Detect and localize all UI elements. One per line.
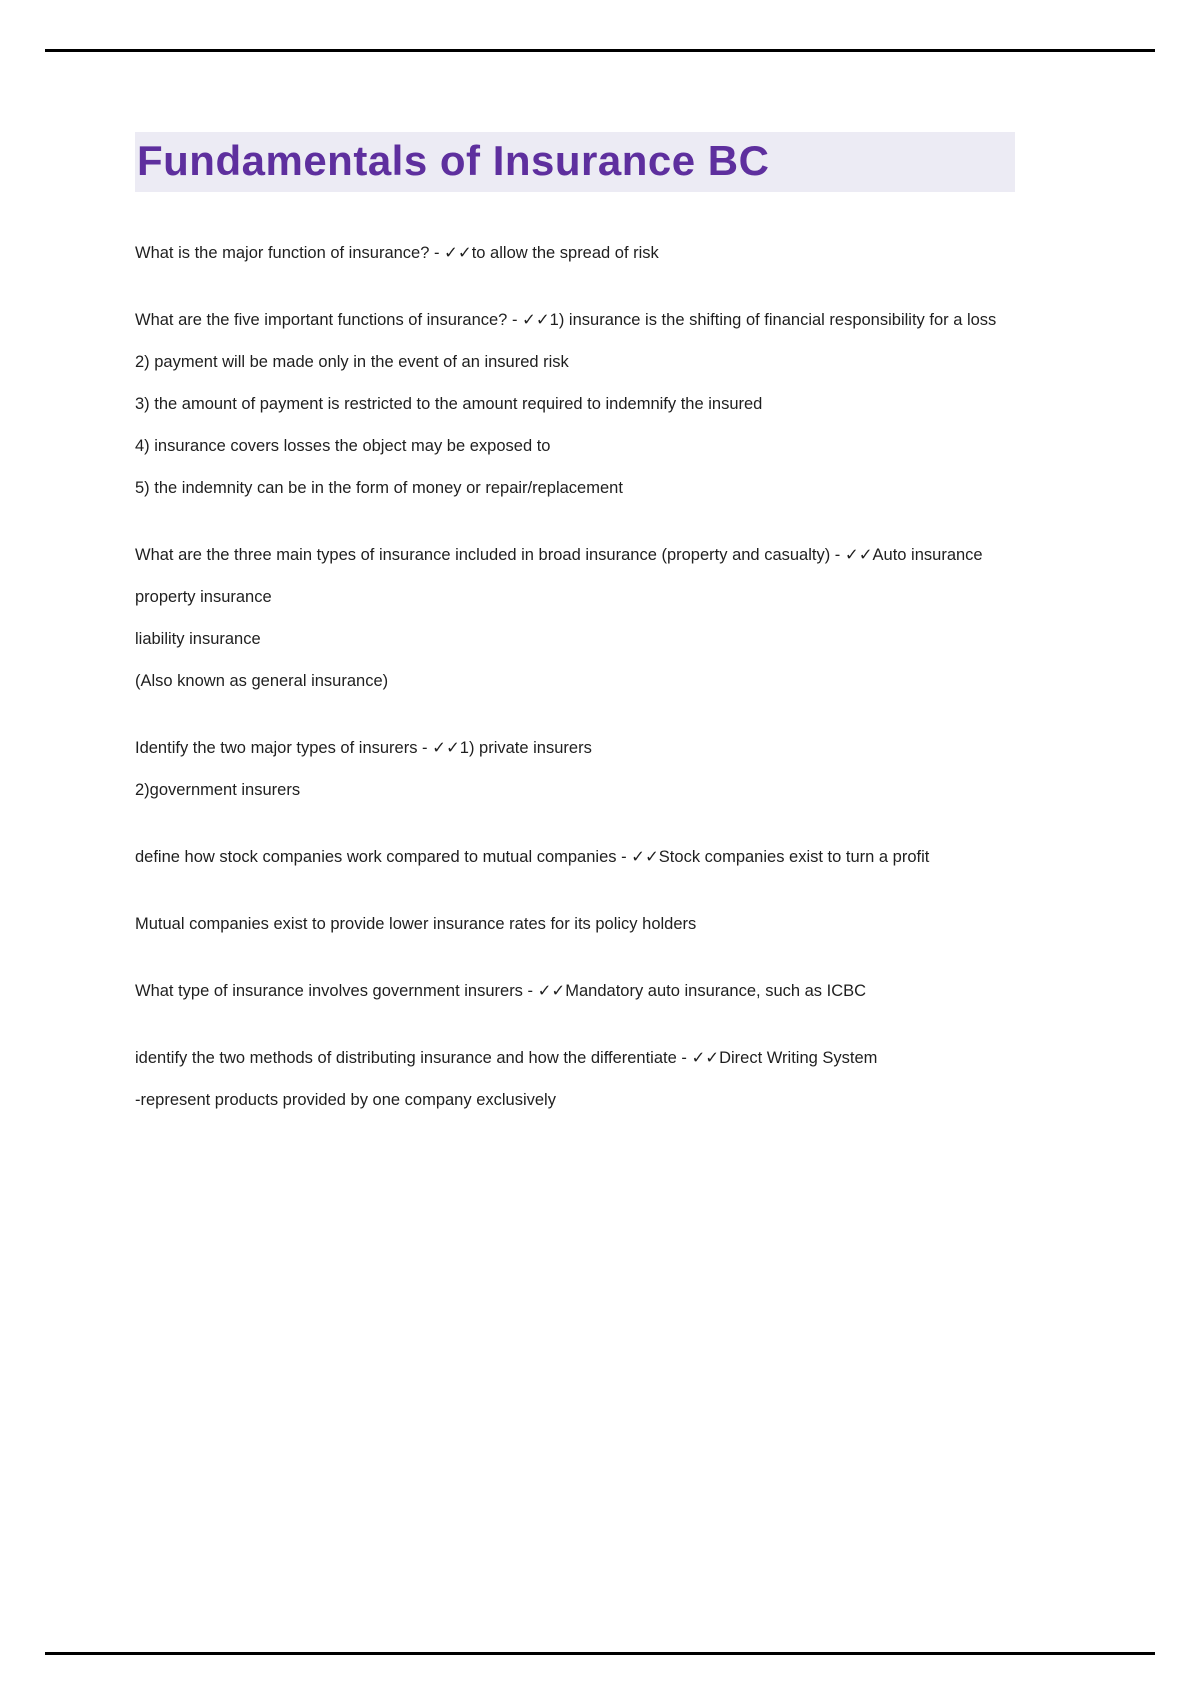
qa-block <box>135 1045 1065 1114</box>
qa-paragraph: Identify the two major types of insurers - ✓✓1) private insurers <box>135 739 592 758</box>
qa-paragraph: 3) the amount of payment is restricted to the amount required to indemnify the insured <box>135 395 763 414</box>
qa-paragraph: -represent products provided by one company exclusively <box>135 1091 556 1110</box>
qa-paragraph: What type of insurance involves government insurers - ✓✓Mandatory auto insurance, such as ICBC <box>135 982 867 1001</box>
qa-paragraph: 5) the indemnity can be in the form of money or repair/replacement <box>135 479 623 498</box>
page-title: Fundamentals of Insurance BC <box>137 137 770 184</box>
qa-block <box>135 240 1065 267</box>
qa-block <box>135 978 1065 1005</box>
qa-paragraph: Mutual companies exist to provide lower insurance rates for its policy holders <box>135 915 697 934</box>
qa-blocks-container <box>135 240 1065 1114</box>
qa-paragraph: 2) payment will be made only in the event of an insured risk <box>135 353 569 372</box>
qa-block <box>135 844 1065 871</box>
qa-paragraph: identify the two methods of distributing insurance and how the differentiate - ✓✓Direct Writing System <box>135 1049 878 1068</box>
qa-block <box>135 735 1065 804</box>
qa-paragraph: What are the five important functions of insurance? - ✓✓1) insurance is the shifting of financial responsibility for a loss <box>135 311 997 330</box>
qa-paragraph: (Also known as general insurance) <box>135 672 389 691</box>
qa-block <box>135 307 1065 502</box>
qa-paragraph: liability insurance <box>135 630 261 649</box>
qa-paragraph: define how stock companies work compared to mutual companies - ✓✓Stock companies exist to turn a profit <box>135 848 930 867</box>
title-highlight-bar <box>135 132 1015 192</box>
qa-paragraph: property insurance <box>135 588 272 607</box>
qa-block <box>135 911 1065 938</box>
qa-paragraph: What is the major function of insurance? - ✓✓to allow the spread of risk <box>135 244 659 263</box>
qa-paragraph: 4) insurance covers losses the object may be exposed to <box>135 437 551 456</box>
bottom-horizontal-rule <box>45 1652 1155 1655</box>
qa-block <box>135 542 1065 695</box>
qa-paragraph: What are the three main types of insurance included in broad insurance (property and casualty) - ✓✓Auto insurance <box>135 546 983 565</box>
top-horizontal-rule <box>45 49 1155 52</box>
document-body <box>135 132 1065 1154</box>
qa-paragraph: 2)government insurers <box>135 781 301 800</box>
